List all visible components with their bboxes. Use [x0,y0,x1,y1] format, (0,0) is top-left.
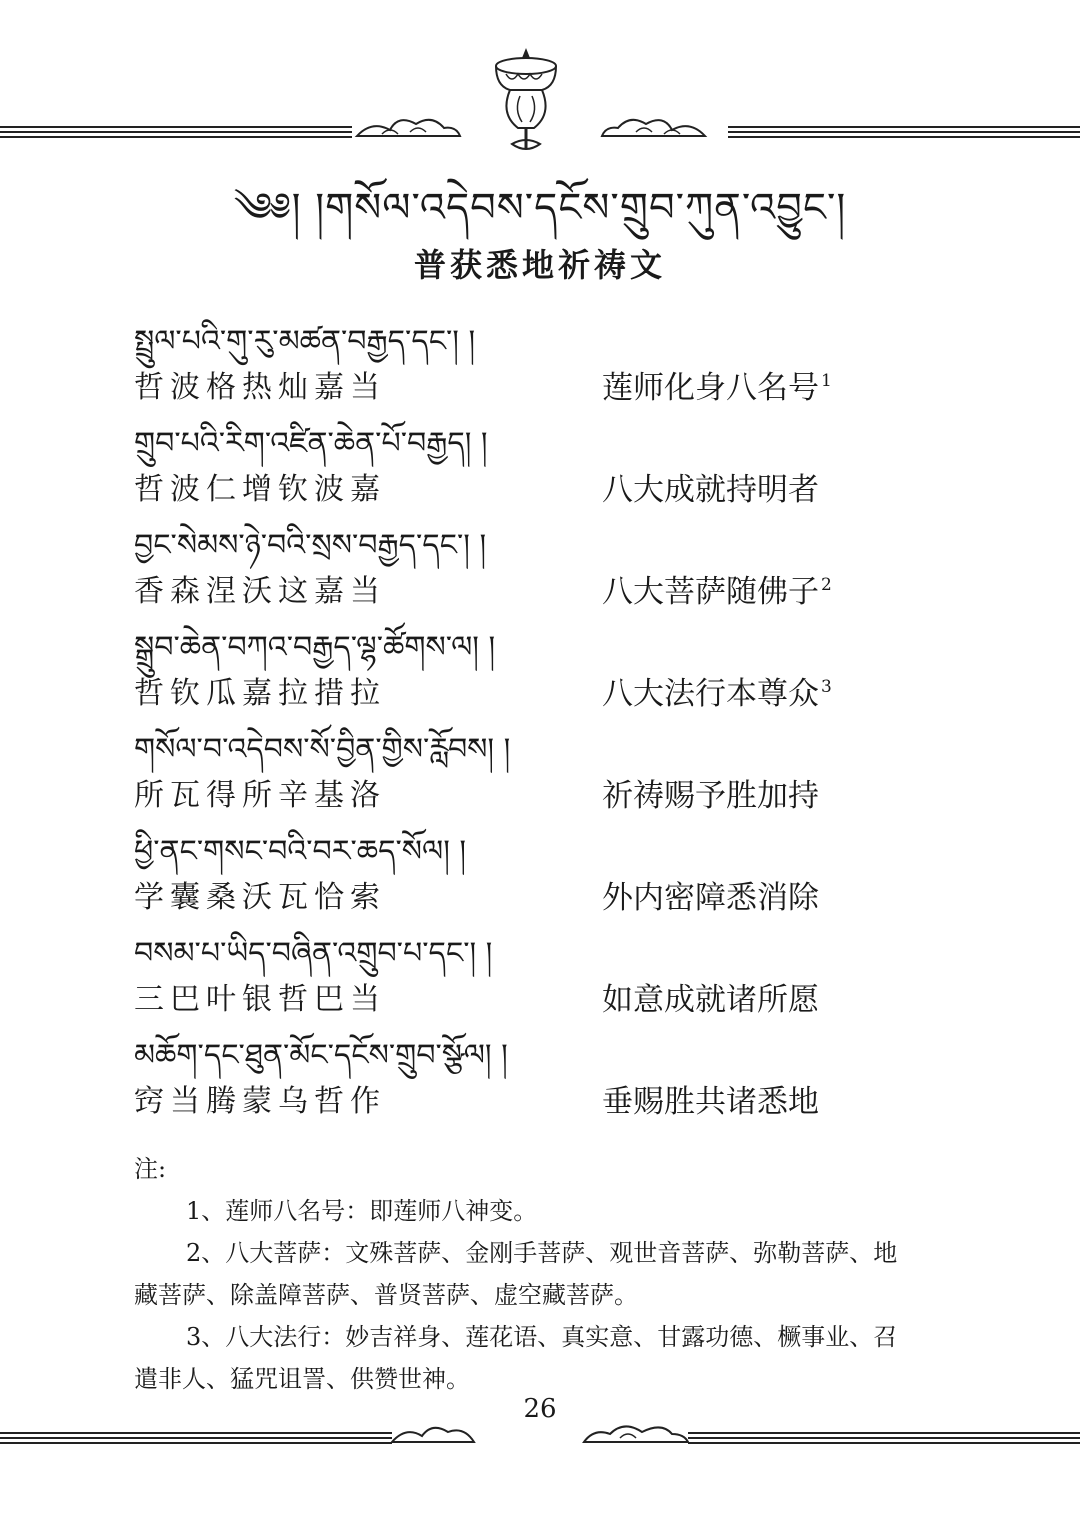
verse-chinese: 祈祷赐予胜加持 [602,778,819,814]
footnote-item: 1、莲师八名号：即莲师八神变。 [186,1197,538,1225]
verse-phonetic: 香森涅沃这嘉当 [134,574,386,609]
header-rule-left [0,126,352,140]
footnote-ref: 1 [821,371,832,391]
verse-phonetic: 哲波仁增钦波嘉 [134,472,386,507]
verse-item [134,920,894,1022]
verse-tibetan: ཕྱི་ནང་གསང་བའི་བར་ཆད་སོལ། ། [134,834,467,869]
page-number: 26 [523,1394,557,1424]
footnote-item: 3、八大法行：妙吉祥身、莲花语、真实意、甘露功德、橛事业、召遣非人、猛咒诅詈、供赞世神。 [134,1323,898,1393]
verse-chinese: 八大菩萨随佛子 $^2$ [602,574,832,610]
verse-chinese: 垂赐胜共诸悉地 [602,1084,819,1120]
verse-item [134,1022,894,1124]
verse-tibetan: མཆོག་དང་ཐུན་མོང་དངོས་གྲུབ་སྩོལ། ། [134,1038,508,1073]
verse-tibetan: བྱང་སེམས་ཉེ་བའི་སྲས་བརྒྱད་དང་། ། [134,528,487,563]
tibetan-title: ༄༅། །གསོལ་འདེབས་དངོས་གྲུབ་ཀུན་འབྱུང་། [233,185,847,231]
verse-item [134,818,894,920]
verse-chinese: 如意成就诸所愿 [602,982,819,1018]
footnote-item: 2、八大菩萨：文殊菩萨、金刚手菩萨、观世音菩萨、弥勒菩萨、地藏菩萨、除盖障菩萨、普贤菩萨、虚空藏菩萨。 [134,1239,898,1309]
footnote-ref: 3 [821,677,832,697]
verse-item [134,308,894,410]
footer-rule-right [688,1432,1080,1446]
verse-phonetic: 所瓦得所辛基洛 [134,778,386,813]
verse-phonetic: 窍当腾蒙乌哲作 [134,1084,386,1119]
verse-tibetan: བསམ་པ་ཡིད་བཞིན་འགྲུབ་པ་དང་། ། [134,936,493,971]
parasol-emblem-icon [470,44,582,156]
verse-chinese: 八大法行本尊众 $^3$ [602,676,832,712]
verse-item [134,716,894,818]
verse-phonetic: 三巴叶银哲巴当 [134,982,386,1017]
footnotes [134,1148,904,1400]
footer-rule-left [0,1432,392,1446]
cloud-ornament-icon [352,112,462,142]
verse-tibetan: གྲུབ་པའི་རིག་འཛིན་ཆེན་པོ་བརྒྱད། ། [134,426,488,461]
verse-chinese: 八大成就持明者 [602,472,819,508]
header-rule-right [728,126,1080,140]
verse-list [134,308,894,1124]
verse-phonetic: 学囊桑沃瓦恰索 [134,880,386,915]
footnotes-heading: 注: [134,1155,167,1183]
cloud-ornament-icon [600,112,710,142]
verse-tibetan: སྒྲུབ་ཆེན་བཀའ་བརྒྱད་ལྷ་ཚོགས་ལ། ། [134,630,496,665]
verse-tibetan: སྤྲུལ་པའི་གུ་རུ་མཚན་བརྒྱད་དང་། ། [134,324,476,359]
verse-item [134,614,894,716]
chinese-title: 普获悉地祈祷文 [413,246,666,284]
verse-item [134,512,894,614]
verse-phonetic: 哲波格热灿嘉当 [134,370,386,405]
verse-phonetic: 哲钦瓜嘉拉措拉 [134,676,386,711]
verse-item [134,410,894,512]
verse-tibetan: གསོལ་བ་འདེབས་སོ་བྱིན་གྱིས་རློབས། ། [134,732,511,767]
verse-chinese: 外内密障悉消除 [602,880,819,916]
verse-chinese: 莲师化身八名号 $^1$ [602,370,832,406]
footnote-ref: 2 [821,575,832,595]
